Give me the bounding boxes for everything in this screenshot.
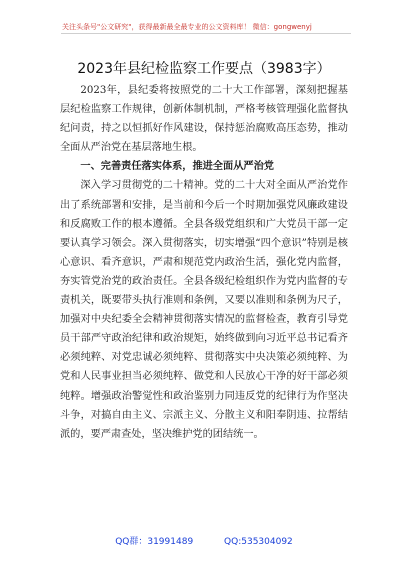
section-paragraph: 深入学习贯彻党的二十精神。党的二十大对全面从严治党作出了系统部署和安排，是当前和今后一个时期加强党风廉政建设和反腐败工作的根本遵循。全县各级党组织和广大党员干部一定要认真学习领会。深入贯彻落实，切实增强“四个意识”特别是核心意识、看齐意识，严肃和规范党内政治生活，强化党内监督，夯实管党治党的政治责任。全县各级纪检组织作为党内监督的专责机关，既要带头执行准则和条例，又要以准则和条例为尺子，加强对中央纪委全会精神贯彻落实情况的监督检查，教育引导党员干部严守政治纪律和政治规矩，始终做到向习近平总书记看齐必须纯粹、对党忠诚必须纯粹、贯彻落实中央决策必须纯粹、为党和人民事业担当必须纯粹、做党和人民放心干净的好干部必须纯粹。增强政治警觉性和政治鉴别力同违反党的纪律行为作坚决斗争，对搞自由主义、宗派主义、分散主义和阳奉阴违、拉帮结派的，要严肃查处，坚决维护党的团结统一。 <box>60 180 348 440</box>
footer-qq-group: QQ群：31991489 <box>115 537 194 547</box>
intro-paragraph: 2023年，县纪委将按照党的二十大工作部署，深刻把握基层纪检监察工作规律，创新体制机制，严格考核管理强化监督执纪问责，持之以恒抓好作风建设，保持惩治腐败高压态势，推动全面从严治党在基层落地生根。 <box>60 85 348 154</box>
header-banner: 关注头条号"公文研究"，获得最新最全最专业的公文资料库！ 微信：gongwenyj <box>62 23 312 31</box>
document-title: 2023年县纪检监察工作要点（3983字） <box>77 61 331 77</box>
footer <box>0 534 408 547</box>
footer-qq-contact: QQ:535304092 <box>224 537 293 547</box>
document-body <box>60 81 348 444</box>
section-heading: 一、完善责任落实体系，推进全面从严治党 <box>80 161 274 173</box>
